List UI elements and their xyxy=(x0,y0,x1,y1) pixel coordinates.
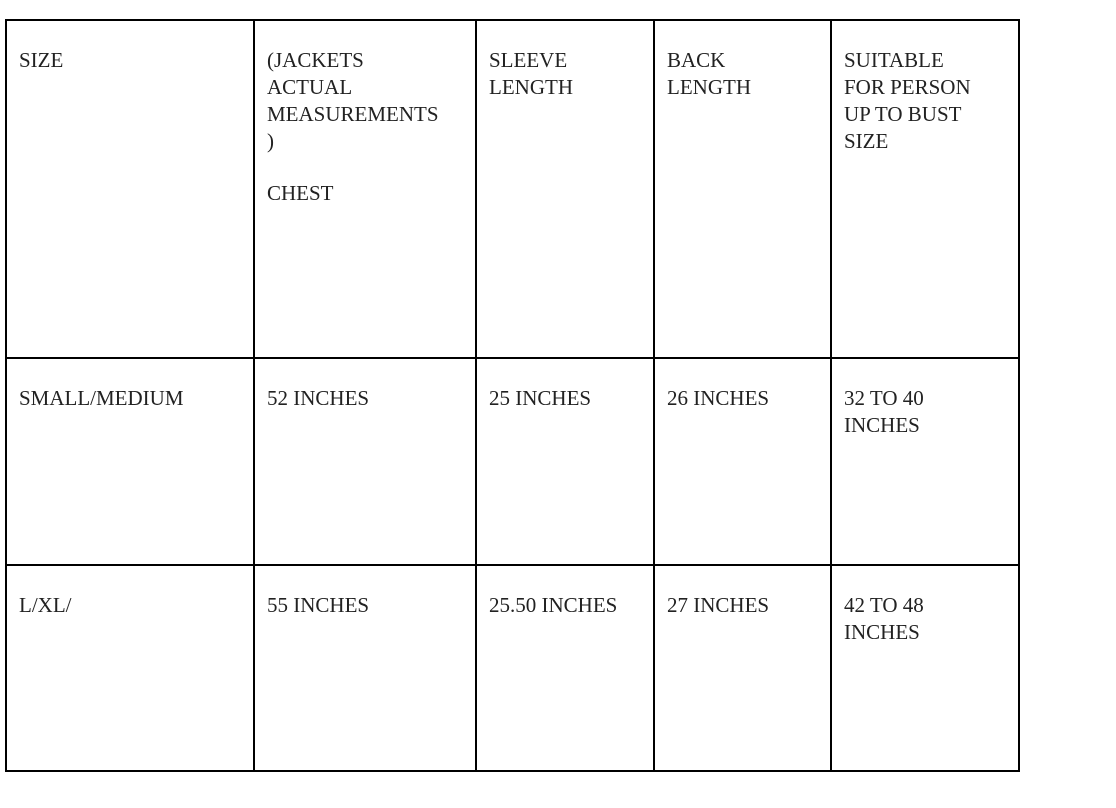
header-chest-sub: CHEST xyxy=(267,181,334,205)
header-chest-line-1: (JACKETS xyxy=(267,48,364,72)
header-chest-line-2: ACTUAL xyxy=(267,75,353,99)
size-chart-table xyxy=(5,19,1020,772)
header-bust-line-1: SUITABLE xyxy=(844,48,944,72)
cell-size: L/XL/ xyxy=(6,565,254,771)
cell-chest: 55 INCHES xyxy=(254,565,476,771)
header-bust-line-2: FOR PERSON xyxy=(844,75,971,99)
table-row xyxy=(6,358,1019,565)
cell-back: 26 INCHES xyxy=(654,358,831,565)
header-chest xyxy=(254,20,476,358)
cell-bust-line-1: 42 TO 48 xyxy=(844,593,924,617)
header-chest-line-3: MEASUREMENTS xyxy=(267,102,439,126)
cell-bust-line-2: INCHES xyxy=(844,620,920,644)
header-chest-line-4: ) xyxy=(267,129,274,153)
header-back xyxy=(654,20,831,358)
header-bust-line-4: SIZE xyxy=(844,129,889,153)
cell-bust-line-2: INCHES xyxy=(844,413,920,437)
header-size-label: SIZE xyxy=(19,48,64,72)
header-back-line-2: LENGTH xyxy=(667,75,751,99)
header-size xyxy=(6,20,254,358)
cell-sleeve: 25 INCHES xyxy=(476,358,654,565)
header-sleeve xyxy=(476,20,654,358)
header-sleeve-line-2: LENGTH xyxy=(489,75,573,99)
header-back-line-1: BACK xyxy=(667,48,726,72)
header-bust-line-3: UP TO BUST xyxy=(844,102,962,126)
cell-sleeve: 25.50 INCHES xyxy=(476,565,654,771)
cell-chest: 52 INCHES xyxy=(254,358,476,565)
cell-back: 27 INCHES xyxy=(654,565,831,771)
header-sleeve-line-1: SLEEVE xyxy=(489,48,568,72)
cell-bust-line-1: 32 TO 40 xyxy=(844,386,924,410)
header-bust xyxy=(831,20,1019,358)
cell-size: SMALL/MEDIUM xyxy=(6,358,254,565)
cell-bust xyxy=(831,565,1019,771)
cell-bust xyxy=(831,358,1019,565)
table-header-row xyxy=(6,20,1019,358)
table-row xyxy=(6,565,1019,771)
